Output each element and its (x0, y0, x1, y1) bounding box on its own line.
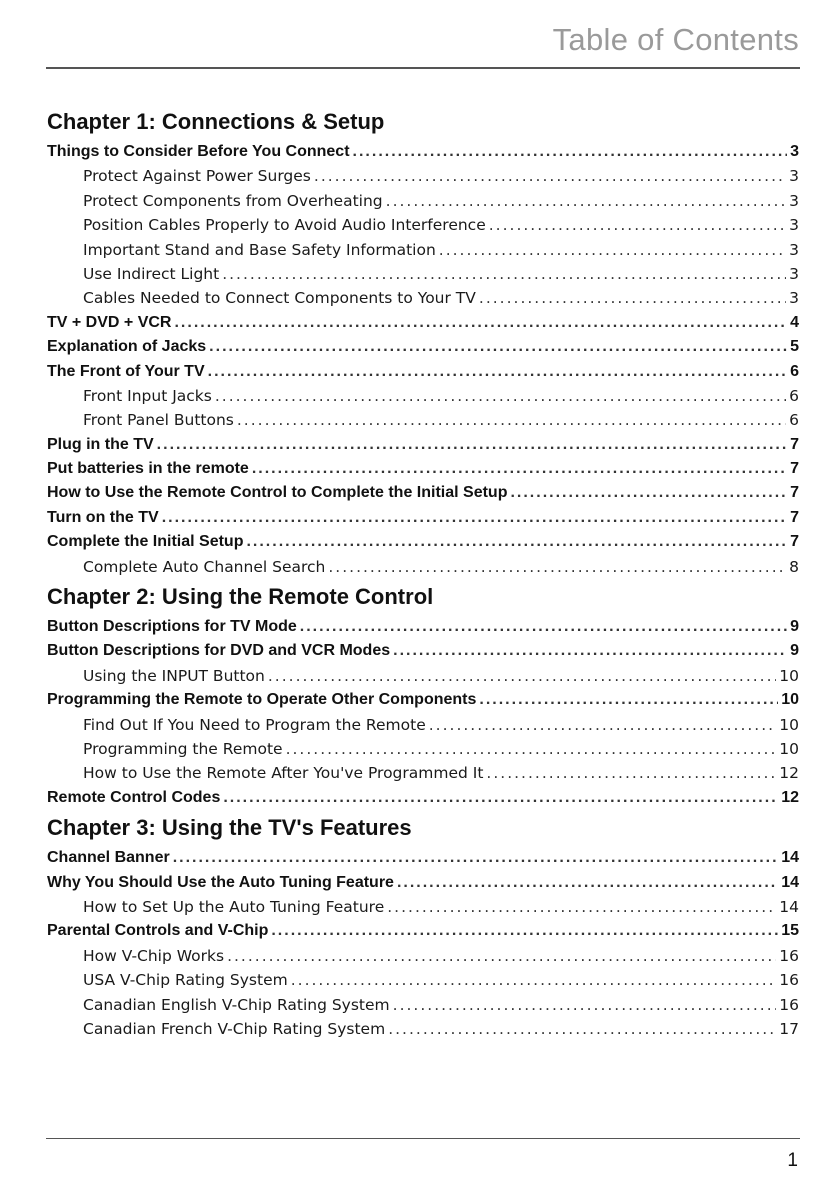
toc-page-number: 15 (781, 922, 799, 940)
toc-entry[interactable] (47, 335, 799, 359)
toc-page-number: 3 (789, 191, 799, 210)
dot-leader (286, 737, 777, 761)
toc-page-number: 3 (789, 167, 799, 186)
toc-entry-label: Find Out If You Need to Program the Remote (83, 715, 426, 734)
dot-leader (314, 164, 786, 188)
dot-leader (173, 846, 779, 870)
toc-page-number: 16 (779, 995, 799, 1014)
toc-subentry[interactable] (47, 737, 799, 761)
toc-page-number: 6 (790, 362, 799, 380)
toc-entry-label: Complete Auto Channel Search (83, 557, 326, 576)
toc-entry[interactable] (47, 481, 799, 505)
dot-leader (222, 262, 786, 286)
dot-leader (479, 286, 786, 310)
toc-subentry[interactable] (47, 664, 799, 688)
toc-subentry[interactable] (47, 761, 799, 785)
toc-entry-label: Front Panel Buttons (83, 411, 234, 430)
toc-subentry[interactable] (47, 944, 799, 968)
dot-leader (386, 189, 786, 213)
dot-leader (393, 993, 777, 1017)
page-title: Table of Contents (552, 22, 799, 57)
toc-page-number: 14 (781, 873, 799, 891)
dot-leader (300, 615, 787, 639)
toc-entry-label: The Front of Your TV (47, 362, 205, 380)
toc-entry-label: Canadian English V-Chip Rating System (83, 995, 390, 1014)
toc-entry[interactable] (47, 615, 799, 639)
toc-entry-label: How to Use the Remote Control to Complete the Initial Setup (47, 484, 508, 502)
toc-page-number: 14 (781, 849, 799, 867)
toc-page-number: 5 (790, 338, 799, 356)
dot-leader (439, 238, 786, 262)
dot-leader (429, 713, 777, 737)
dot-leader (397, 871, 778, 895)
toc-page-number: 10 (779, 666, 799, 685)
dot-leader (157, 433, 787, 457)
toc-entry-label: Parental Controls and V-Chip (47, 922, 269, 940)
toc-page-number: 3 (789, 240, 799, 259)
toc-entry[interactable] (47, 360, 799, 384)
toc-page-number: 12 (779, 764, 799, 783)
toc-entry[interactable] (47, 846, 799, 870)
toc-entry-label: USA V-Chip Rating System (83, 971, 288, 990)
dot-leader (174, 311, 787, 335)
toc-entry-label: How to Use the Remote After You've Programmed It (83, 764, 484, 783)
dot-leader (489, 213, 786, 237)
dot-leader (271, 919, 778, 943)
toc-entry-label: Why You Should Use the Auto Tuning Feature (47, 873, 394, 891)
toc-page-number: 6 (789, 411, 799, 430)
dot-leader (252, 457, 787, 481)
toc-subentry[interactable] (47, 238, 799, 262)
toc-page-number: 9 (790, 642, 799, 660)
toc-entry-label: Position Cables Properly to Avoid Audio Interference (83, 216, 486, 235)
toc-entry-label: Things to Consider Before You Connect (47, 143, 350, 160)
toc-subentry[interactable] (47, 1017, 799, 1041)
toc-subentry[interactable] (47, 895, 799, 919)
dot-leader (246, 530, 787, 554)
toc-subentry[interactable] (47, 993, 799, 1017)
toc-entry-label: Protect Against Power Surges (83, 167, 311, 186)
toc-page-number: 3 (790, 143, 799, 160)
dot-leader (479, 688, 778, 712)
chapter-heading: Chapter 3: Using the TV's Features (47, 815, 412, 841)
toc-entry[interactable] (47, 433, 799, 457)
toc-entry-label: Button Descriptions for TV Mode (47, 618, 297, 636)
toc-entry[interactable] (47, 639, 799, 663)
header-divider (46, 67, 800, 69)
toc-entry[interactable] (47, 140, 799, 164)
toc-page-number: 10 (781, 691, 799, 709)
toc-page-number: 12 (781, 788, 799, 806)
toc-page-number: 17 (779, 1019, 799, 1038)
dot-leader (209, 335, 787, 359)
toc-entry-label: Canadian French V-Chip Rating System (83, 1019, 386, 1038)
dot-leader (328, 555, 786, 579)
toc-subentry[interactable] (47, 286, 799, 310)
toc-page-number: 10 (779, 715, 799, 734)
dot-leader (227, 944, 776, 968)
toc-page-number: 7 (790, 533, 799, 551)
toc-page-number: 16 (779, 971, 799, 990)
toc-entry-label: Channel Banner (47, 849, 170, 867)
toc-entry-label: Button Descriptions for DVD and VCR Modes (47, 642, 391, 660)
toc-subentry[interactable] (47, 408, 799, 432)
toc-entry[interactable] (47, 506, 799, 530)
dot-leader (486, 761, 776, 785)
page-number: 1 (787, 1150, 798, 1171)
table-of-contents (47, 104, 799, 1041)
toc-entry-label: Important Stand and Base Safety Information (83, 240, 436, 259)
toc-entry[interactable] (47, 530, 799, 554)
toc-subentry[interactable] (47, 164, 799, 188)
toc-page-number: 3 (789, 216, 799, 235)
footer-divider (46, 1138, 800, 1139)
toc-page-number: 7 (790, 460, 799, 478)
toc-subentry[interactable] (47, 213, 799, 237)
toc-entry-label: How to Set Up the Auto Tuning Feature (83, 897, 385, 916)
toc-entry[interactable] (47, 786, 799, 810)
toc-entry-label: Explanation of Jacks (47, 338, 207, 356)
toc-page-number: 10 (779, 739, 799, 758)
toc-entry-label: Using the INPUT Button (83, 666, 265, 685)
toc-page-number: 3 (789, 264, 799, 283)
toc-entry[interactable] (47, 311, 799, 335)
toc-page-number: 14 (779, 897, 799, 916)
toc-entry[interactable] (47, 688, 799, 712)
toc-page-number: 6 (789, 386, 799, 405)
toc-page-number: 7 (790, 435, 799, 453)
toc-subentry[interactable] (47, 968, 799, 992)
toc-subentry[interactable] (47, 189, 799, 213)
dot-leader (353, 140, 788, 164)
toc-page-number: 3 (789, 289, 799, 308)
dot-leader (291, 968, 777, 992)
toc-subentry[interactable] (47, 262, 799, 286)
toc-entry-label: Cables Needed to Connect Components to Your TV (83, 289, 476, 308)
toc-entry-label: Turn on the TV (47, 508, 159, 526)
toc-entry[interactable] (47, 871, 799, 895)
toc-entry-label: Programming the Remote to Operate Other Components (47, 691, 477, 709)
dot-leader (208, 360, 787, 384)
dot-leader (388, 1017, 776, 1041)
dot-leader (237, 408, 786, 432)
dot-leader (223, 786, 778, 810)
toc-entry-label: Protect Components from Overheating (83, 191, 383, 210)
toc-subentry[interactable] (47, 713, 799, 737)
toc-page-number: 7 (790, 484, 799, 502)
toc-entry-label: How V-Chip Works (83, 946, 225, 965)
toc-page-number: 16 (779, 946, 799, 965)
toc-entry-label: Complete the Initial Setup (47, 533, 244, 551)
toc-page-number: 9 (790, 618, 799, 636)
dot-leader (215, 384, 786, 408)
toc-subentry[interactable] (47, 555, 799, 579)
toc-subentry[interactable] (47, 384, 799, 408)
chapter-heading: Chapter 2: Using the Remote Control (47, 584, 434, 610)
toc-entry-label: TV + DVD + VCR (47, 313, 172, 331)
dot-leader (162, 506, 787, 530)
toc-entry[interactable] (47, 919, 799, 943)
toc-entry-label: Use Indirect Light (83, 264, 220, 283)
toc-page-number: 4 (790, 313, 799, 331)
toc-entry-label: Remote Control Codes (47, 788, 221, 806)
toc-page-number: 7 (790, 508, 799, 526)
dot-leader (393, 639, 787, 663)
toc-entry[interactable] (47, 457, 799, 481)
toc-entry-label: Plug in the TV (47, 435, 154, 453)
toc-entry-label: Programming the Remote (83, 739, 283, 758)
toc-entry-label: Front Input Jacks (83, 386, 212, 405)
dot-leader (387, 895, 776, 919)
dot-leader (268, 664, 776, 688)
chapter-heading: Chapter 1: Connections & Setup (47, 109, 385, 134)
toc-page-number: 8 (789, 557, 799, 576)
dot-leader (510, 481, 787, 505)
toc-entry-label: Put batteries in the remote (47, 460, 249, 478)
